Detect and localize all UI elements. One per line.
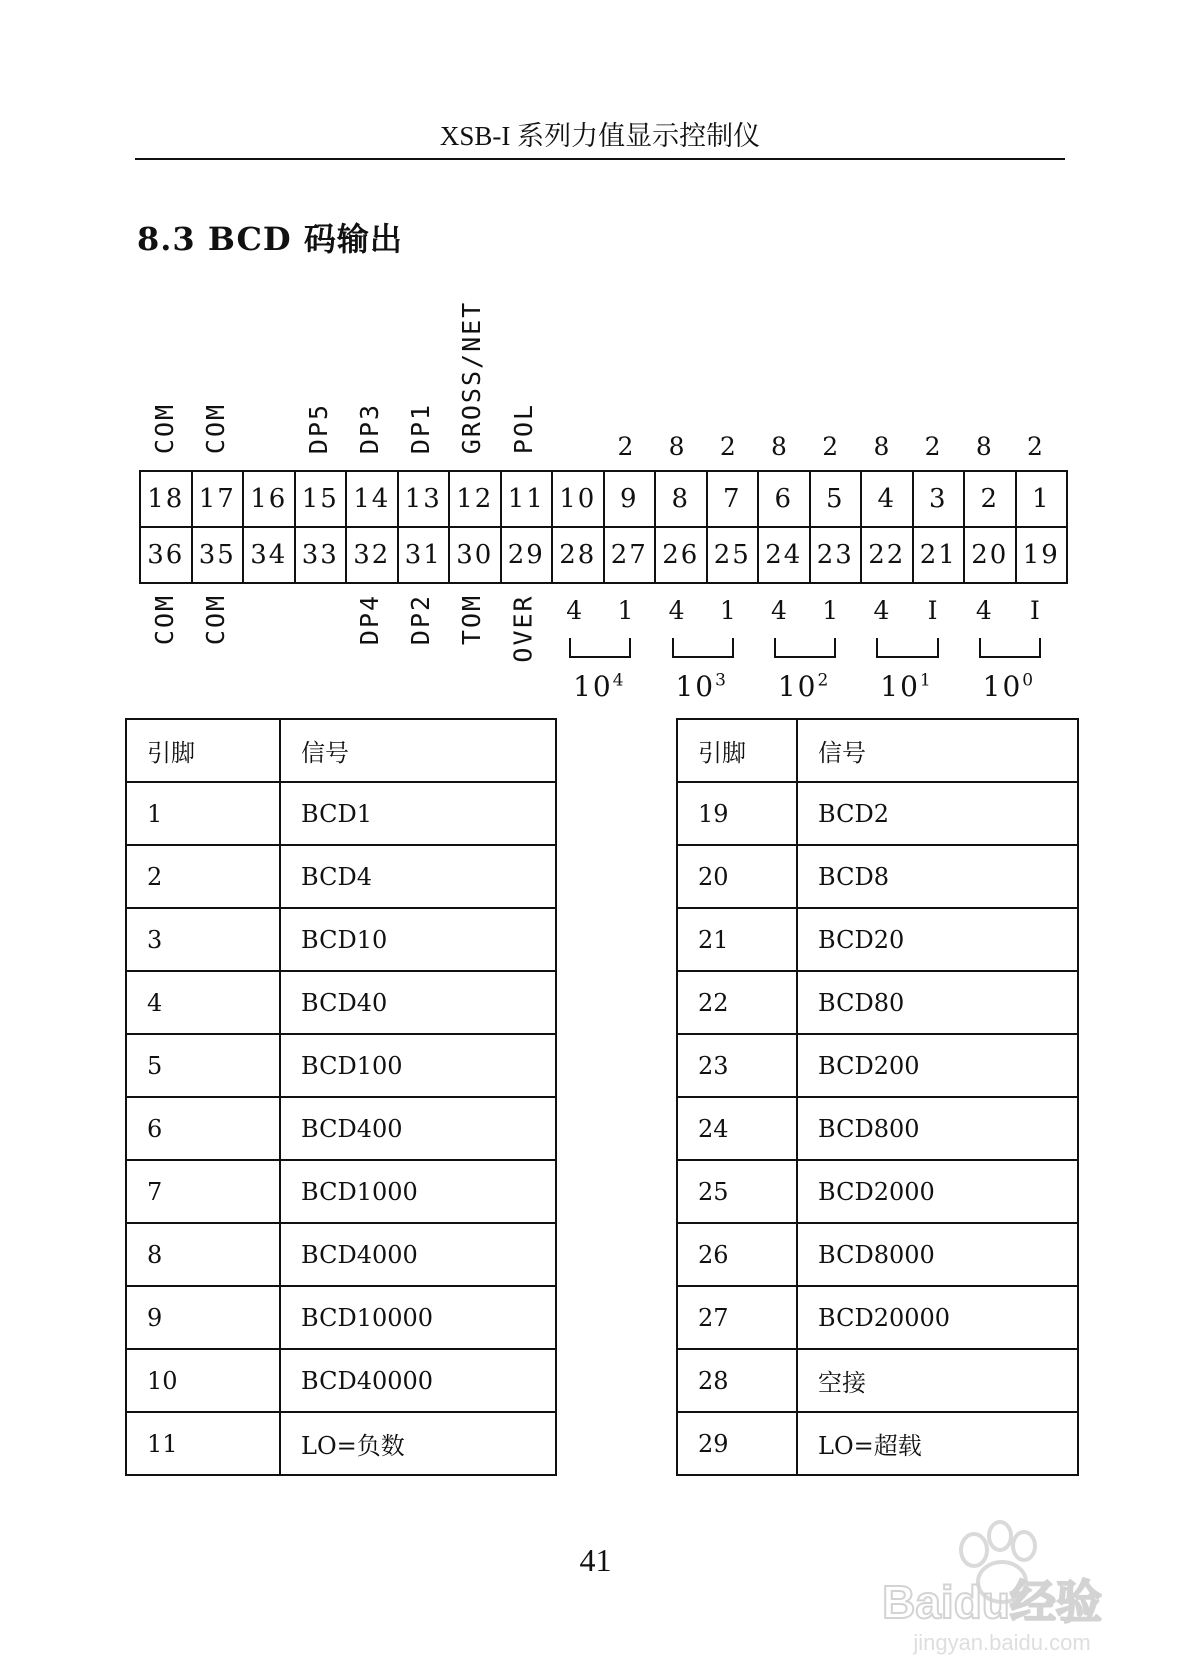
bit-weight-top: 8 [771, 432, 787, 461]
signal-cell: BCD40000 [280, 1349, 556, 1412]
pin-cell: 20 [964, 527, 1016, 583]
signal-cell: BCD10 [280, 908, 556, 971]
pin-cell: 8 [655, 471, 707, 527]
pin-cell: 25 [707, 527, 759, 583]
signal-cell: LO=负数 [280, 1412, 556, 1475]
decade-base: 10 [880, 670, 920, 703]
pin-cell: 27 [604, 527, 656, 583]
bit-weight-top: 2 [924, 432, 941, 461]
pin-cell: 19 [1016, 527, 1068, 583]
pin-number-cell: 10 [126, 1349, 280, 1412]
pin-number-cell: 23 [677, 1034, 797, 1097]
signal-cell: BCD4000 [280, 1223, 556, 1286]
pin-number-cell: 5 [126, 1034, 280, 1097]
bit-weight-bottom: 4 [873, 596, 890, 625]
bit-weight-bottom: 4 [975, 596, 992, 625]
pin-number-cell: 2 [126, 845, 280, 908]
pin-cell: 14 [346, 471, 398, 527]
bit-weight-bottom: 1 [719, 596, 736, 625]
pin-cell: 21 [913, 527, 965, 583]
bit-weight-top: 8 [873, 432, 890, 461]
signal-cell: BCD8000 [797, 1223, 1078, 1286]
bit-weight-top: 2 [1027, 432, 1043, 461]
table-row [677, 1223, 1078, 1286]
table-header-row [677, 719, 1078, 782]
table-row [677, 908, 1078, 971]
pin-row-top [140, 471, 1067, 527]
decade-exponent: 3 [715, 670, 726, 691]
signal-cell: BCD40 [280, 971, 556, 1034]
column-header-pin: 引脚 [126, 719, 280, 782]
pin-number-cell: 4 [126, 971, 280, 1034]
table-row [677, 1034, 1078, 1097]
bit-weight-bottom: 4 [668, 596, 685, 625]
signal-cell: BCD1000 [280, 1160, 556, 1223]
bit-weight-bottom: I [1030, 596, 1040, 625]
header-rule [135, 158, 1065, 160]
signal-cell: BCD800 [797, 1097, 1078, 1160]
table-row [677, 845, 1078, 908]
digit-group-bracket [876, 638, 938, 658]
pin-number-cell: 25 [677, 1160, 797, 1223]
page-header-title: XSB-I 系列力值显示控制仪 [439, 121, 761, 151]
signal-cell: 空接 [797, 1349, 1078, 1412]
baidu-jingyan-watermark [852, 1510, 1132, 1660]
bit-weight-top: 2 [617, 432, 634, 461]
pin-number-cell: 22 [677, 971, 797, 1034]
pin-cell: 9 [604, 471, 656, 527]
pin-cell: 18 [140, 471, 192, 527]
pin-label-bottom: DP2 [406, 593, 436, 646]
digit-decade-label [558, 670, 638, 703]
pin-number-cell: 27 [677, 1286, 797, 1349]
pin-cell: 5 [810, 471, 862, 527]
bit-weight-bottom: 1 [617, 596, 634, 625]
digit-group-bracket [774, 638, 836, 658]
table-row [677, 1160, 1078, 1223]
pin-label-top: DP5 [303, 402, 333, 455]
pin-number-cell: 7 [126, 1160, 280, 1223]
decade-base: 10 [982, 670, 1023, 703]
signal-cell: BCD20 [797, 908, 1078, 971]
pin-cell: 34 [243, 527, 295, 583]
bit-weight-top: 8 [668, 432, 685, 461]
pin-cell: 7 [707, 471, 759, 527]
pin-cell: 29 [501, 527, 553, 583]
table-row [677, 1412, 1078, 1475]
page-number: 41 [579, 1542, 612, 1578]
pin-number-cell: 1 [126, 782, 280, 845]
digit-decade-label [661, 670, 741, 703]
table-row [677, 1286, 1078, 1349]
bit-weight-bottom: I [927, 596, 938, 625]
table-row [126, 1286, 556, 1349]
pin-cell: 33 [295, 527, 347, 583]
signal-cell: BCD4 [280, 845, 556, 908]
pin-label-bottom: OVER [508, 593, 538, 663]
pin-cell: 24 [758, 527, 810, 583]
pin-label-bottom: COM [201, 593, 231, 646]
pin-label-top: COM [201, 402, 231, 455]
signal-cell: BCD200 [797, 1034, 1078, 1097]
decade-exponent: 4 [612, 670, 624, 691]
pin-cell: 10 [552, 471, 604, 527]
pin-row-bottom [140, 527, 1067, 583]
pin-label-top: POL [508, 402, 538, 455]
pin-cell: 11 [501, 471, 553, 527]
table-row [126, 1349, 556, 1412]
digit-group-bracket [672, 638, 734, 658]
table-row [126, 782, 556, 845]
pin-cell: 1 [1016, 471, 1068, 527]
pin-cell: 16 [243, 471, 295, 527]
bit-weight-top: 2 [822, 432, 839, 461]
table-row [677, 971, 1078, 1034]
bit-weight-bottom: 1 [822, 596, 839, 625]
pin-number-cell: 28 [677, 1349, 797, 1412]
bit-weight-bottom: 4 [566, 596, 583, 625]
pin-label-top: DP3 [354, 402, 384, 455]
pin-cell: 32 [346, 527, 398, 583]
pin-cell: 22 [861, 527, 913, 583]
signal-cell: BCD10000 [280, 1286, 556, 1349]
pin-number-cell: 6 [126, 1097, 280, 1160]
pin-number-cell: 29 [677, 1412, 797, 1475]
pin-number-cell: 8 [126, 1223, 280, 1286]
pin-cell: 2 [964, 471, 1016, 527]
pin-label-top: COM [150, 402, 180, 455]
watermark-brand: Baidu经验 [882, 1576, 1102, 1628]
pin-grid [139, 470, 1068, 584]
signal-cell: BCD8 [797, 845, 1078, 908]
signal-cell: BCD100 [280, 1034, 556, 1097]
table-row [126, 1097, 556, 1160]
pin-cell: 15 [295, 471, 347, 527]
bit-weight-top: 2 [719, 432, 736, 461]
table-header-row [126, 719, 556, 782]
decade-exponent: 1 [919, 670, 931, 691]
pin-cell: 31 [398, 527, 450, 583]
pin-number-cell: 11 [126, 1412, 280, 1475]
digit-group-bracket [979, 638, 1041, 658]
table-row [126, 908, 556, 971]
bit-weight-bottom: 4 [771, 596, 787, 625]
decade-base: 10 [573, 670, 613, 703]
digit-decade-label [968, 670, 1048, 703]
table-row [677, 782, 1078, 845]
column-header-pin: 引脚 [677, 719, 797, 782]
pin-cell: 13 [398, 471, 450, 527]
decade-exponent: 0 [1022, 670, 1034, 691]
pin-cell: 3 [913, 471, 965, 527]
pin-number-cell: 9 [126, 1286, 280, 1349]
signal-cell: BCD20000 [797, 1286, 1078, 1349]
pin-number-cell: 21 [677, 908, 797, 971]
column-header-signal: 信号 [280, 719, 556, 782]
pin-label-top: DP1 [406, 402, 436, 455]
signal-table-left [125, 718, 557, 1476]
signal-cell: BCD2000 [797, 1160, 1078, 1223]
pin-cell: 12 [449, 471, 501, 527]
watermark-url: jingyan.baidu.com [913, 1630, 1091, 1655]
pin-label-top: GROSS/NET [457, 300, 487, 455]
signal-cell: BCD400 [280, 1097, 556, 1160]
pin-label-bottom: COM [150, 593, 180, 646]
signal-cell: LO=超载 [797, 1412, 1078, 1475]
table-row [126, 1160, 556, 1223]
pin-number-cell: 24 [677, 1097, 797, 1160]
signal-cell: BCD2 [797, 782, 1078, 845]
pin-number-cell: 26 [677, 1223, 797, 1286]
bit-weight-top: 8 [975, 432, 992, 461]
pin-label-bottom: DP4 [354, 593, 384, 646]
pin-number-cell: 20 [677, 845, 797, 908]
pin-cell: 6 [758, 471, 810, 527]
table-row [126, 845, 556, 908]
signal-table-right [676, 718, 1079, 1476]
pin-cell: 36 [140, 527, 192, 583]
table-row [126, 1034, 556, 1097]
pin-label-bottom: TOM [457, 593, 487, 646]
table-row [126, 971, 556, 1034]
pin-cell: 35 [192, 527, 244, 583]
table-row [677, 1349, 1078, 1412]
pin-cell: 26 [655, 527, 707, 583]
digit-decade-label [866, 670, 946, 703]
decade-exponent: 2 [817, 670, 829, 691]
table-row [126, 1223, 556, 1286]
table-row [677, 1097, 1078, 1160]
table-row [126, 1412, 556, 1475]
decade-base: 10 [675, 670, 716, 703]
pin-cell: 23 [810, 527, 862, 583]
column-header-signal: 信号 [797, 719, 1078, 782]
pin-number-cell: 19 [677, 782, 797, 845]
decade-base: 10 [777, 670, 818, 703]
pin-cell: 30 [449, 527, 501, 583]
section-title: 8.3 BCD 码输出 [137, 220, 403, 258]
pin-cell: 17 [192, 471, 244, 527]
digit-decade-label [763, 670, 843, 703]
signal-cell: BCD80 [797, 971, 1078, 1034]
pin-number-cell: 3 [126, 908, 280, 971]
pin-cell: 28 [552, 527, 604, 583]
pin-cell: 4 [861, 471, 913, 527]
digit-group-bracket [569, 638, 631, 658]
signal-cell: BCD1 [280, 782, 556, 845]
